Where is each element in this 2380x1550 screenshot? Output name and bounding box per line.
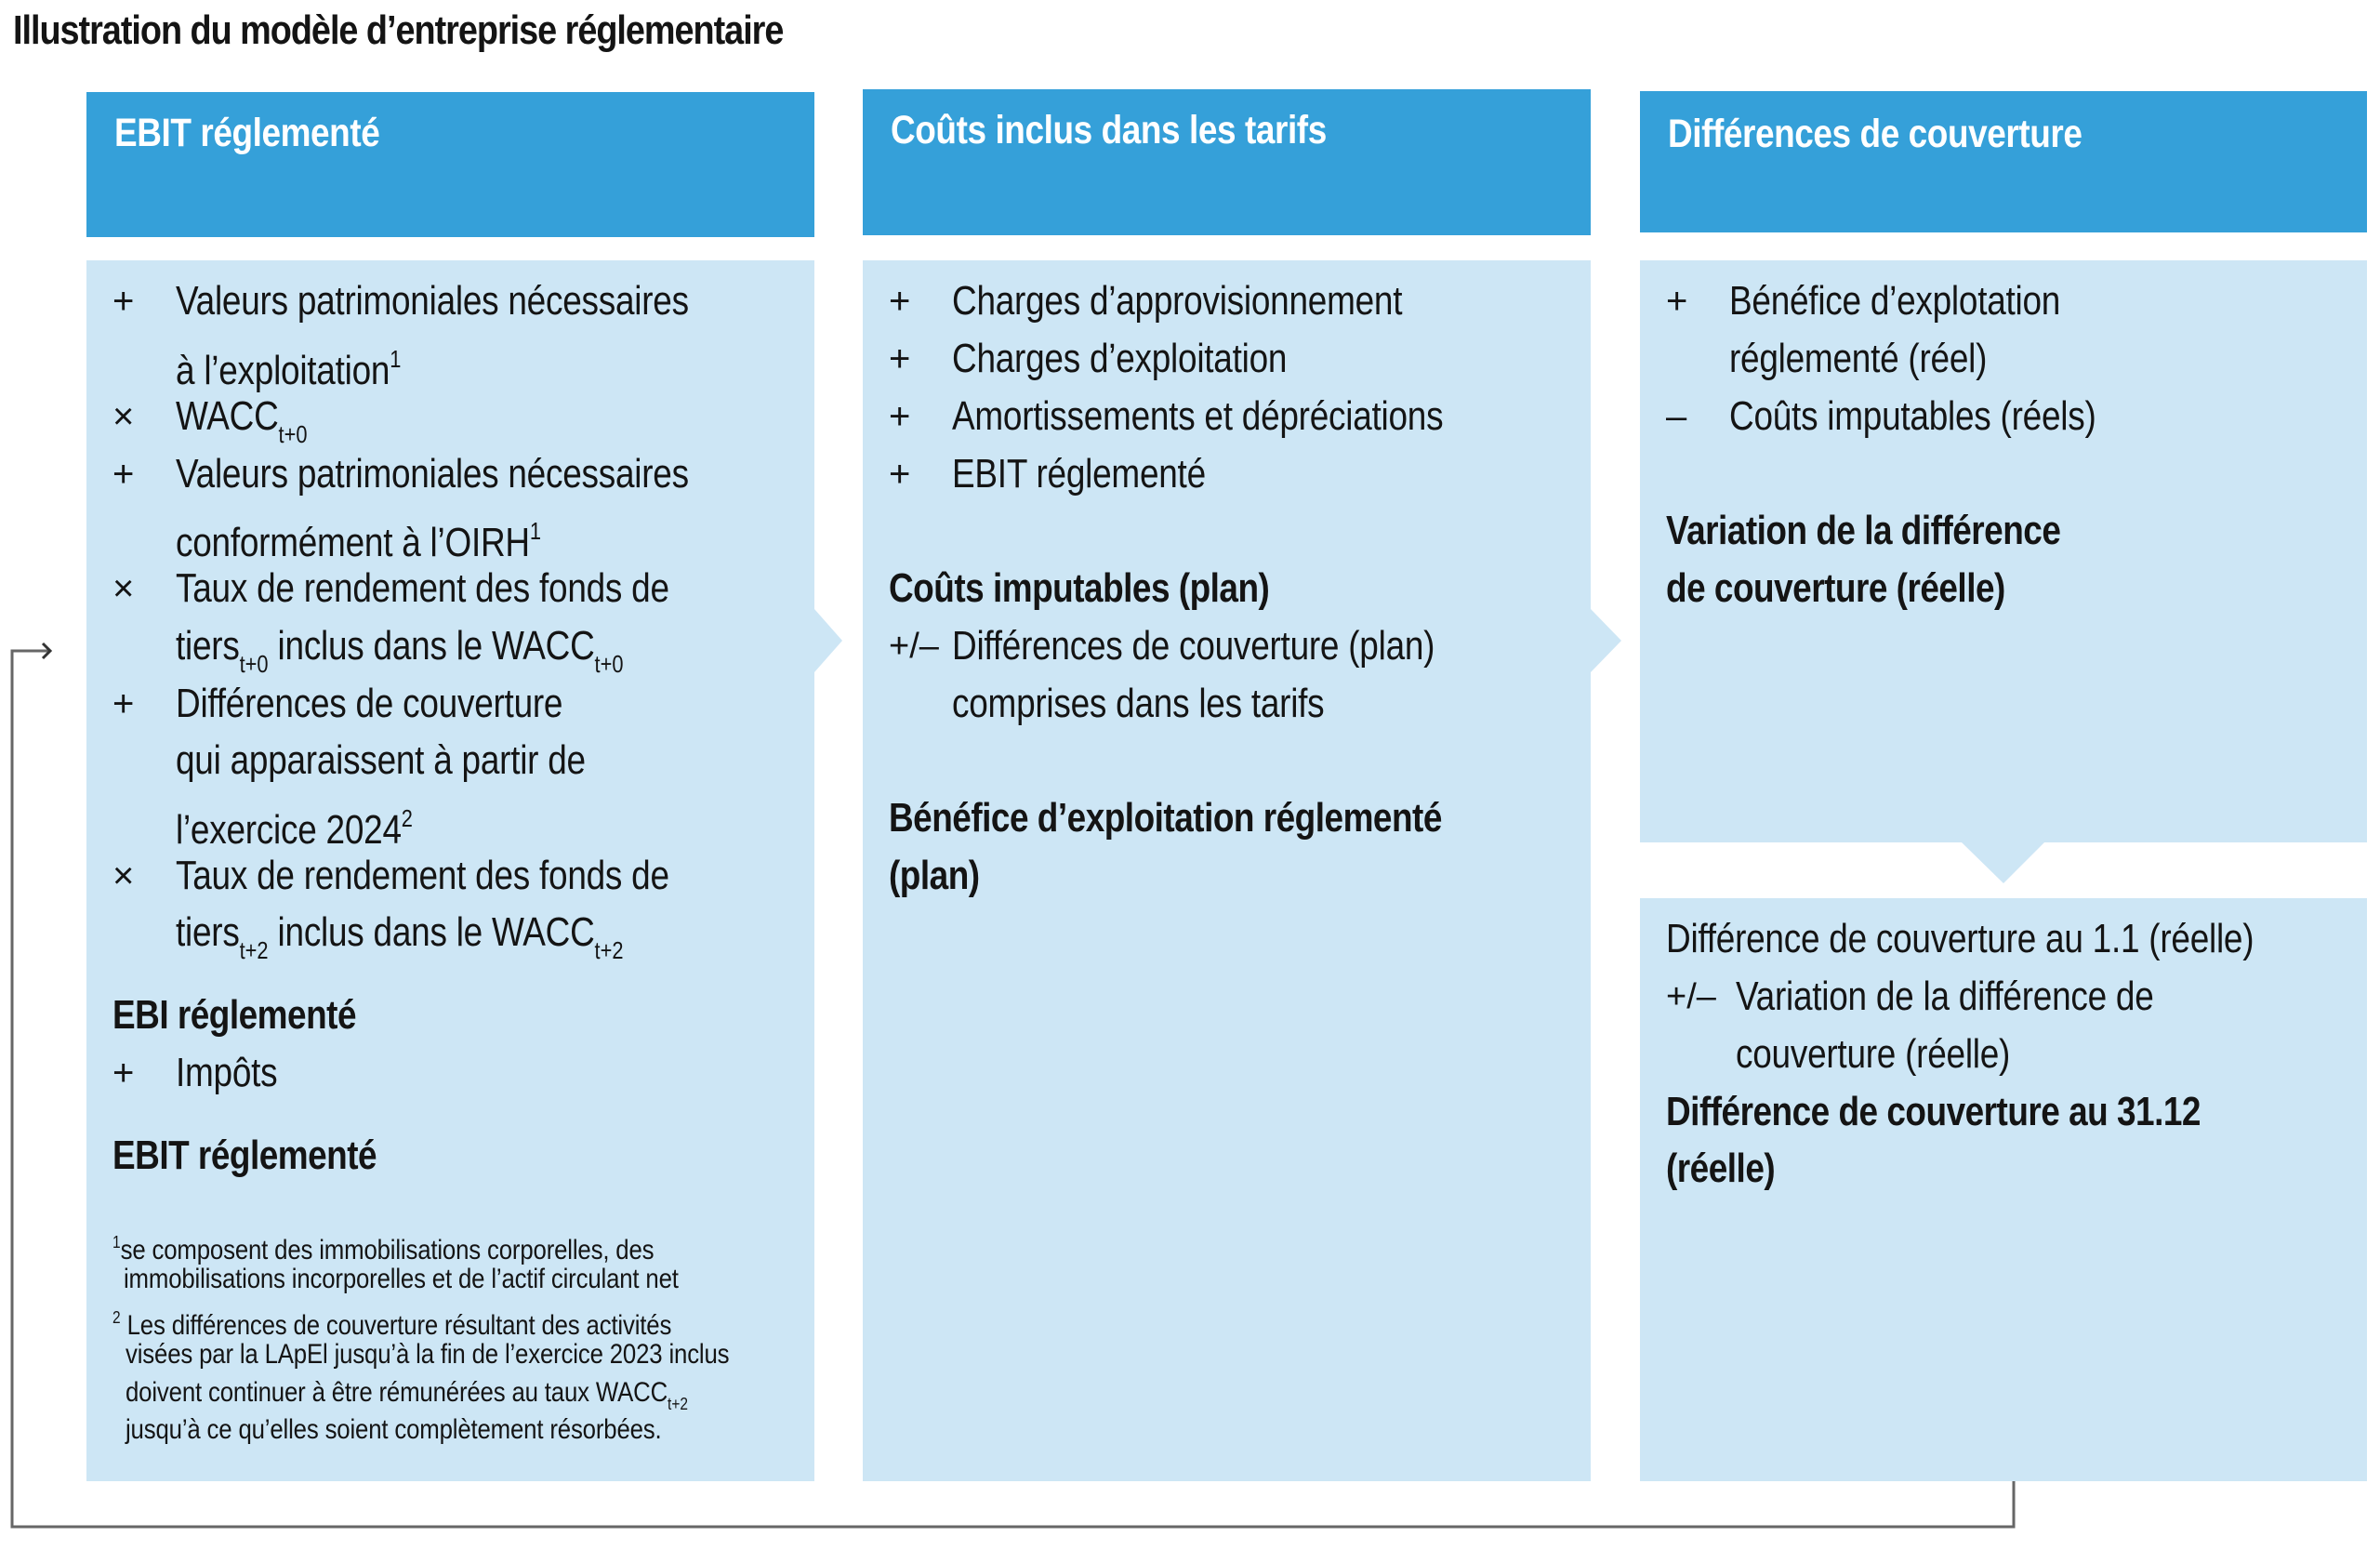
footnote-1: $^1$se composent des immobilisations corporelles, des [112, 1233, 654, 1265]
subtotal-ebi: EBI réglementé [112, 992, 357, 1038]
operator-plus: + [112, 454, 135, 495]
column-panel-costs [863, 260, 1591, 1481]
line-text: EBIT réglementé [952, 451, 1206, 497]
column-panel-coverage-upper [1640, 260, 2367, 842]
chevron-right-icon [814, 609, 842, 672]
footnote-2-cont: visées par la LApEl jusqu’à la fin de l’exercice 2023 inclus [126, 1339, 730, 1370]
total-operating-profit-cont: (plan) [889, 853, 980, 898]
line-text: couverture (réelle) [1736, 1031, 2011, 1077]
line-text: Coûts imputables (réels) [1729, 393, 2096, 439]
column-header-costs [863, 89, 1591, 235]
line-text: Amortissements et dépréciations [952, 393, 1444, 439]
subtotal-chargeable-costs: Coûts imputables (plan) [889, 565, 1270, 611]
chevron-down-icon [1962, 842, 2044, 883]
line-text: Valeurs patrimoniales nécessaires [176, 451, 689, 497]
column-header-ebit [86, 92, 814, 237]
footnote-1-cont: immobilisations incorporelles et de l’actif circulant net [124, 1264, 679, 1294]
line-text: Impôts [176, 1050, 278, 1095]
line-text: réglementé (réel) [1729, 336, 1988, 381]
line-text: tiers$_{t+2}$ inclus dans le $WACC_{t+2}$ [176, 909, 624, 964]
operator-plus: + [889, 454, 911, 495]
operator-plus: + [1666, 281, 1688, 322]
line-text: Charges d’exploitation [952, 336, 1288, 381]
line-text: conformément à l’OIRH$^1$ [176, 517, 542, 565]
line-text: tiers$_{t+0}$ inclus dans le $WACC_{t+0}$ [176, 623, 624, 678]
total-coverage-year-end: Différence de couverture au 31.12 [1666, 1089, 2201, 1134]
line-text: Taux de rendement des fonds de [176, 565, 669, 611]
operator-plus-minus: +/– [1666, 977, 1716, 1016]
footnote-2-cont: jusqu’à ce qu’elles soient complètement résorbées. [126, 1414, 662, 1445]
total-operating-profit: Bénéfice d’exploitation réglementé [889, 795, 1442, 841]
operator-minus: – [1666, 396, 1687, 437]
diagram-title: Illustration du modèle d’entreprise réglementaire [13, 7, 784, 53]
line-text: Valeurs patrimoniales nécessaires [176, 278, 689, 324]
operator-plus: + [112, 683, 135, 724]
line-text: à l’exploitation$^1$ [176, 345, 402, 393]
operator-plus: + [112, 281, 135, 322]
line-text: qui apparaissent à partir de [176, 737, 586, 783]
operator-plus: + [112, 1053, 135, 1093]
operator-times: × [112, 396, 135, 437]
column-header-coverage [1640, 91, 2367, 232]
total-coverage-year-end-cont: (réelle) [1666, 1146, 1776, 1191]
line-text: Différence de couverture au 1.1 (réelle) [1666, 916, 2254, 961]
line-text: Charges d’approvisionnement [952, 278, 1403, 324]
footnote-2-cont: doivent continuer à être rémunérées au taux $WACC_{t+2}$ [126, 1377, 689, 1413]
operator-plus-minus: +/– [889, 627, 939, 666]
line-text: $WACC_{t+0}$ [176, 393, 308, 448]
chevron-right-icon [1591, 609, 1621, 672]
operator-times: × [112, 568, 135, 609]
operator-plus: + [889, 281, 911, 322]
column-header-label: Coûts inclus dans les tarifs [891, 108, 1327, 152]
total-coverage-variation: Variation de la différence [1666, 508, 2061, 553]
column-panel-ebit [86, 260, 814, 1481]
line-text: Variation de la différence de [1736, 974, 2154, 1019]
line-text: l’exercice 2024$^2$ [176, 804, 413, 853]
line-text: comprises dans les tarifs [952, 681, 1325, 726]
operator-times: × [112, 855, 135, 896]
footnote-2: $^2$ Les différences de couverture résultant des activités [112, 1308, 672, 1341]
column-panel-coverage-lower [1640, 898, 2367, 1481]
total-ebit: EBIT réglementé [112, 1133, 377, 1178]
operator-plus: + [889, 338, 911, 379]
total-coverage-variation-cont: de couverture (réelle) [1666, 565, 2005, 611]
line-text: Bénéfice d’explotation [1729, 278, 2061, 324]
line-text: Taux de rendement des fonds de [176, 853, 669, 898]
column-header-label: EBIT réglementé [114, 111, 380, 155]
line-text: Différences de couverture [176, 681, 563, 726]
line-text: Différences de couverture (plan) [952, 623, 1435, 669]
column-header-label: Différences de couverture [1668, 112, 2082, 156]
operator-plus: + [889, 396, 911, 437]
